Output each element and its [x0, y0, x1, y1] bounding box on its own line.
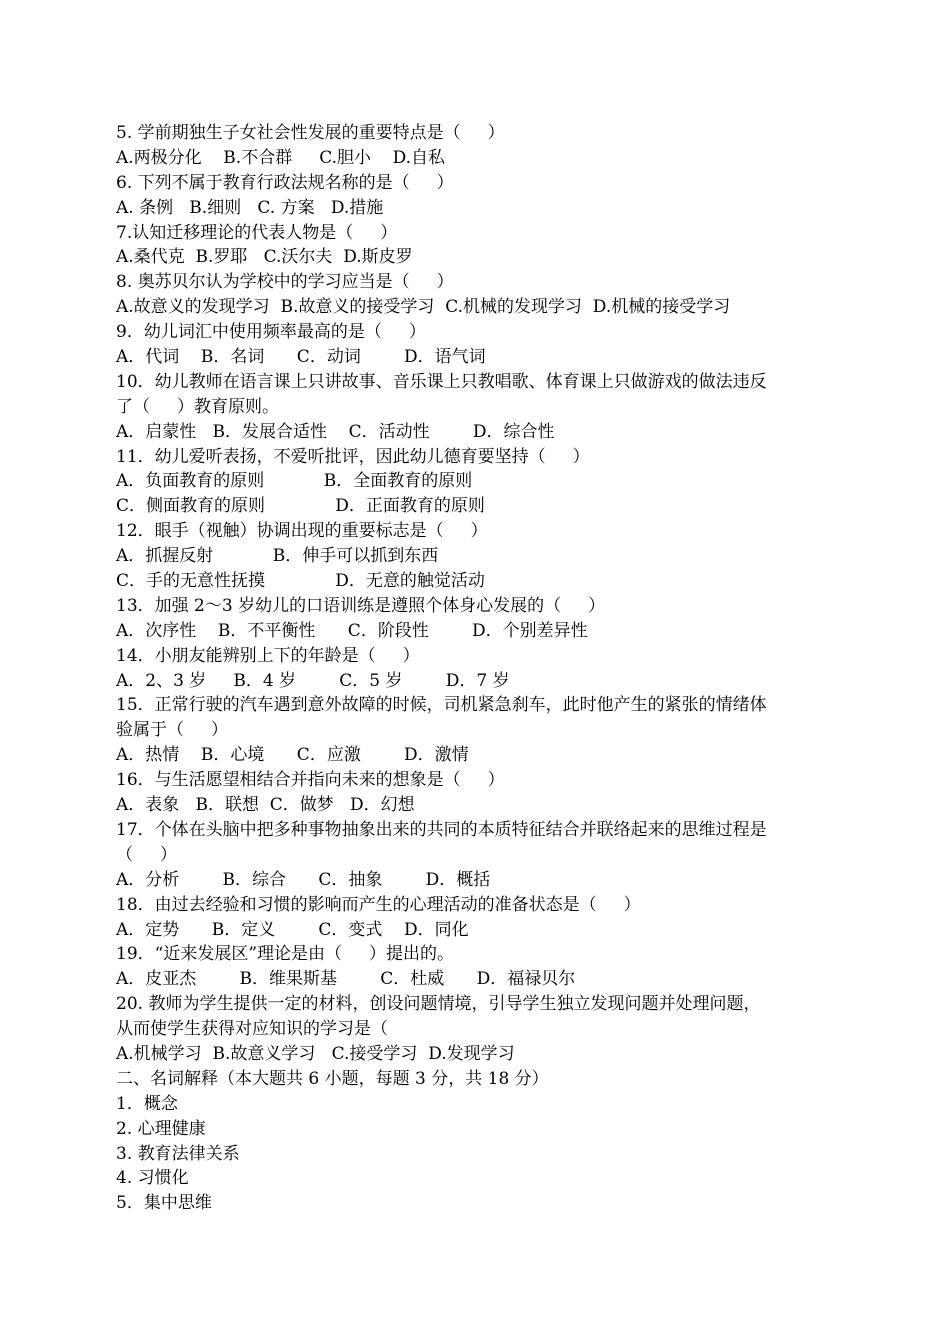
question-8-options: A.故意义的发现学习 B.故意义的接受学习 C.机械的发现学习 D.机械的接受学习	[116, 297, 731, 318]
question-15-stem-line-1: 15．正常行驶的汽车遇到意外故障的时候，司机紧急刹车，此时他产生的紧张的情绪体	[116, 695, 767, 716]
question-12-options-line-2: C．手的无意性抚摸 D．无意的触觉活动	[116, 571, 485, 592]
question-9-options: A．代词 B．名词 C．动词 D．语气词	[116, 347, 486, 368]
question-16-stem: 16．与生活愿望相结合并指向未来的想象是（ ）	[116, 770, 505, 791]
question-17-stem-line-1: 17．个体在头脑中把多种事物抽象出来的共同的本质特征结合并联络起来的思维过程是	[116, 819, 767, 840]
question-7-stem: 7.认知迁移理论的代表人物是（ ）	[116, 222, 398, 243]
question-18-options: A．定势 B．定义 C．变式 D．同化	[116, 919, 469, 940]
term-5: 5．集中思维	[116, 1193, 212, 1214]
question-11-stem: 11．幼儿爱听表扬，不爱听批评，因此幼儿德育要坚持（ ）	[116, 446, 590, 467]
question-10-stem-line-1: 10．幼儿教师在语言课上只讲故事、音乐课上只教唱歌、体育课上只做游戏的做法违反	[116, 371, 767, 392]
question-10-options: A．启蒙性 B．发展合适性 C．活动性 D．综合性	[116, 421, 555, 442]
question-8-stem: 8. 奥苏贝尔认为学校中的学习应当是（ ）	[116, 272, 454, 293]
question-19-options: A．皮亚杰 B．维果斯基 C．杜威 D．福禄贝尔	[116, 969, 576, 990]
document-page	[116, 121, 856, 1216]
question-14-options: A．2、3 岁 B．4 岁 C．5 岁 D．7 岁	[116, 670, 510, 691]
question-20-stem-line-1: 20. 教师为学生提供一定的材料，创设问题情境，引导学生独立发现问题并处理问题，	[116, 994, 761, 1015]
question-15-options: A．热情 B．心境 C．应激 D．激情	[116, 745, 469, 766]
term-1: 1．概念	[116, 1093, 178, 1114]
question-20-options: A.机械学习 B.故意义学习 C.接受学习 D.发现学习	[116, 1043, 515, 1064]
question-11-options-line-1: A．负面教育的原则 B．全面教育的原则	[116, 471, 473, 492]
section-heading-term-definitions: 二、名词解释（本大题共 6 小题，每题 3 分，共 18 分）	[116, 1068, 549, 1089]
question-6-options: A. 条例 B.细则 C. 方案 D.措施	[116, 197, 384, 218]
question-20-stem-line-2: 从而使学生获得对应知识的学习是（	[116, 1019, 388, 1040]
question-15-stem-line-2: 验属于（ ）	[116, 720, 229, 741]
question-12-options-line-1: A．抓握反射 B．伸手可以抓到东西	[116, 546, 439, 567]
question-13-stem: 13．加强 2～3 岁幼儿的口语训练是遵照个体身心发展的（ ）	[116, 595, 606, 616]
question-11-options-line-2: C．侧面教育的原则 D．正面教育的原则	[116, 496, 485, 517]
question-16-options: A．表象 B．联想 C．做梦 D．幻想	[116, 795, 415, 816]
question-7-options: A.桑代克 B.罗耶 C.沃尔夫 D.斯皮罗	[116, 247, 413, 268]
question-17-options: A．分析 B．综合 C．抽象 D．概括	[116, 869, 491, 890]
term-2: 2. 心理健康	[116, 1118, 206, 1139]
question-10-stem-line-2: 了（ ）教育原则。	[116, 396, 280, 417]
question-19-stem: 19．“近来发展区”理论是由（ ）提出的。	[116, 944, 455, 965]
question-13-options: A．次序性 B．不平衡性 C．阶段性 D．个别差异性	[116, 620, 588, 641]
question-5-options: A.两极分化 B.不合群 C.胆小 D.自私	[116, 147, 446, 168]
question-5-stem: 5. 学前期独生子女社会性发展的重要特点是（ ）	[116, 123, 505, 143]
question-12-stem: 12．眼手（视触）协调出现的重要标志是（ ）	[116, 521, 488, 542]
question-9-stem: 9．幼儿词汇中使用频率最高的是（ ）	[116, 322, 426, 343]
question-18-stem: 18．由过去经验和习惯的影响而产生的心理活动的准备状态是（ ）	[116, 894, 641, 915]
question-17-stem-line-2: （ ）	[116, 844, 178, 865]
term-3: 3. 教育法律关系	[116, 1143, 240, 1164]
question-6-stem: 6. 下列不属于教育行政法规名称的是（ ）	[116, 172, 454, 193]
question-14-stem: 14．小朋友能辨别上下的年龄是（ ）	[116, 645, 420, 666]
term-4: 4. 习惯化	[116, 1168, 189, 1189]
